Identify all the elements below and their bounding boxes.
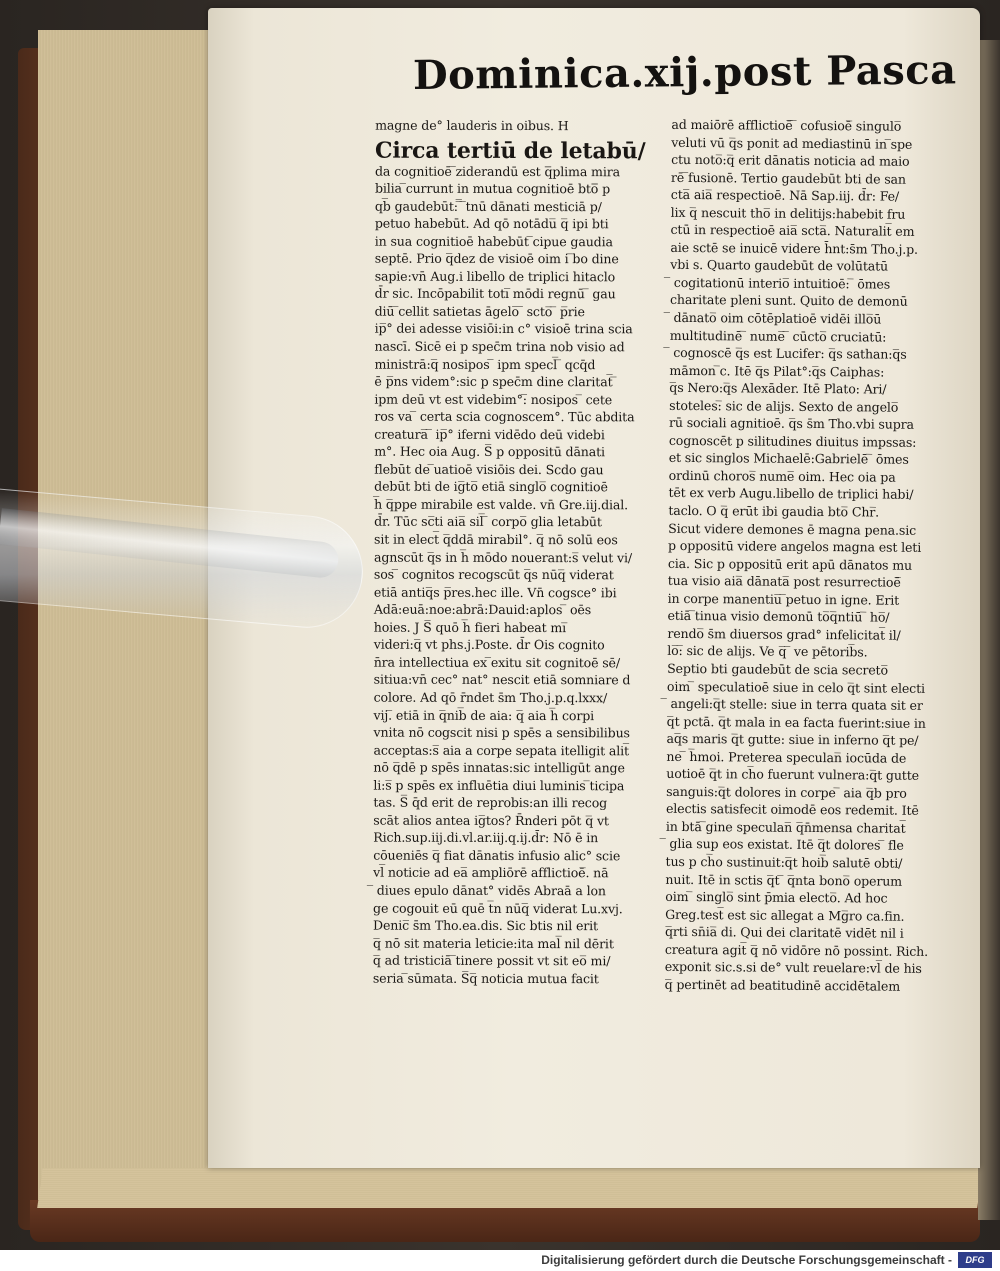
- text-line: veluti vū q̅s ponit ad mediastinū in ̅spe: [671, 134, 913, 152]
- text-line: ē p̅ns videm°:sic p spec̄m dine claritat̅ ̅: [374, 373, 617, 390]
- text-line: acceptas:s̅ aia a corpe sepata itelligit alit̅: [373, 742, 629, 758]
- text-line: lo̅:̅ sic de alijs. Ve q̅ ̅ ve pētorib̅s.: [667, 643, 868, 660]
- text-line: etiā antiq̅s p̅res.hec ille. Vn̄ cogsce° ibi: [373, 584, 617, 600]
- text-line: q̅s Nero:q̅s Alexāder. Itē Plato: Ari/: [669, 380, 887, 397]
- text-line: magne de° lauderis in oibus. H: [375, 117, 569, 134]
- text-line: lix q̅ nescuit tho̅ in delitijs:habebit fru: [670, 204, 906, 222]
- text-line: seria ̅sūmata. S̅q̅ noticia mutua facit: [372, 970, 599, 986]
- text-column-right: [665, 116, 962, 996]
- text-line: exponit sic.s.si de° vult reuelare:vl̅ de his: [664, 959, 922, 977]
- text-line: p oppositū videre angelos magna est leti: [668, 537, 922, 555]
- text-line: Septio bti gaudebūt de scia secreto̅: [667, 660, 888, 678]
- text-column-left: [373, 117, 665, 988]
- text-line: Rich.sup.iij.di.vl.ar.iij.q.ij.d̄r: Nō ē in: [373, 829, 599, 846]
- text-line: q̅ ad tristiciā ̅tinere possit vt sit eo̅ mi/: [372, 952, 611, 969]
- text-line: q̅rti sn̄ia̅ di. Qui dei claritatē vidēt nil i: [664, 924, 904, 941]
- text-line: tas. S̅ q̄d erit de reprobis:an illi recog: [373, 794, 608, 811]
- text-line: d̄r sic. Incōpabilit toti̅ mōdi regnū ̅ gau: [374, 285, 616, 302]
- text-line: ge cogouit eū quē t̅n nūq̅ viderat Lu.xvj.: [373, 900, 623, 916]
- text-line: nō q̅dē p spēs innatas:sic intelligūt ange: [373, 759, 625, 776]
- text-line: septē. Prio q̅dez de visioē oim i ̅bo dine: [374, 250, 619, 267]
- text-line: in btā ̅gine speculan̅ q̅n̄mensa charitat̅: [665, 818, 906, 836]
- text-line: in sua cognitioē habebūt ̅cipue gaudia: [374, 233, 613, 249]
- text-line: agnscūt q̅s in h̅ mōdo nouerant:s̅ velut vi/: [373, 549, 633, 565]
- text-line: ̅ glia sup eos existat. Itē q̅t dolores ̅ fle: [665, 836, 904, 854]
- text-line: ne ̅ h̅moi. Preterea speculan̅ iocūda de: [666, 748, 907, 766]
- text-line: Sicut videre demones ē magna pena.sic: [668, 520, 917, 538]
- text-line: sanguis:q̅t dolores in corpe ̅ aia q̅b pro: [666, 783, 907, 801]
- text-line: sitiua:vn̄ cec° nat° nescit etiā somniare d: [373, 672, 631, 688]
- text-line: da cognitioē ̅ziderandū est q̅̅plima mira: [374, 163, 620, 179]
- text-line: rē ̅fusionē. Tertio gaudebūt bti de san: [670, 169, 906, 187]
- text-line: d̄r. Tūc sc̅ti aia̅ sil̅ ̅ corpo̅ glia letabūt: [374, 514, 602, 530]
- text-line: et sic singlos Michaelē:Gabrielē ̅ ōmes: [668, 450, 909, 468]
- running-head: Dominica.xij.post Pasca: [412, 46, 957, 99]
- text-line: li:s̅ p spēs ex influētia diui luminis ̅ticipa: [373, 777, 625, 793]
- text-line: creatura agit̅ q̅ nō vidōre nō possint. Rich.: [664, 941, 929, 959]
- text-line: oim ̅ speculatioē siue in celo q̅t sint electi: [666, 678, 925, 696]
- text-line: nascī. Sicē ei p spec̄m trina nob visio ad: [374, 338, 625, 355]
- text-line: Denic̅ s̄m Tho.ea.dis. Sic btis nil erit: [373, 917, 598, 934]
- text-line: ̅ dānato̅ oim cōtēplatioē vidēi illo̅ū: [669, 309, 882, 327]
- text-line: multitudinē ̅ nume̅ ̅ cūcto̅ cruciatū:: [669, 327, 887, 345]
- text-line: sit in elect̅ q̅ddā mirabil°. q̅ nō solū eos: [374, 531, 618, 548]
- text-line: h̅ q̅ppe mirabile est valde. vn̄ Gre.iij.dial.: [374, 496, 629, 513]
- text-line: ministrā:q̅ nosipos ̅ ipm specl̅ ̅ qcq̄d: [374, 356, 596, 372]
- text-line: uotioē q̅t in ch̅o fuerunt vulnera:q̅t gutte: [666, 766, 920, 784]
- text-line: m°. Hec oia Aug. S̅ p oppositū dānati: [374, 443, 605, 460]
- text-line: tēt ex verb Augu.libello de triplici habi/: [668, 485, 914, 503]
- digitization-credit: Digitalisierung gefördert durch die Deutsche Forschungsgemeinschaft -: [541, 1253, 952, 1267]
- footer-bar: [0, 1250, 1000, 1271]
- text-line: ̅ cogitationū interio̅ intuitioē: ̅ ōmes: [670, 274, 891, 292]
- text-line: tua visio aia̅ dānata̅ post resurrectioē̅: [667, 573, 901, 590]
- text-line: nuit. Itē in sctis q̅t ̅ q̅nta bono̅ operum: [665, 871, 903, 889]
- text-line: taclo. O q̅ erūt ibi gaudia bto̅ Chr̅.: [668, 502, 880, 520]
- text-line: stoteles:̅ sic de alijs. Sexto de angelo̅: [669, 397, 899, 415]
- text-line: bilia ̅currunt in mutua cognitioē bto̅̅ p: [374, 180, 611, 197]
- text-line: ip̅° dei adesse visiōi:in c° visioē trina scia: [374, 321, 633, 337]
- dfg-logo: DFG: [958, 1252, 992, 1268]
- text-line: ̅ diues epulo dānat° vidēs Abraā a lon: [373, 882, 606, 899]
- text-line: vbi s. Quarto gaudebūt de volūtatū: [670, 257, 889, 274]
- text-line: q̅ pertinēt ad beatitudinē accidētalem: [664, 976, 901, 994]
- text-line: Greg.test̅ est sic allegat a Mg̅ro ca.fin.: [665, 906, 905, 924]
- text-line: rendo̅ s̄m diuersos grad° infelicitat̅ il/: [667, 625, 901, 643]
- text-line: tus p ch̅o sustinuit:q̅t hoib̅ salutē obti/: [665, 853, 903, 871]
- text-line: cta̅ aia̅ respectioē. Nā Sap.iij. d̄r: Fe/: [670, 187, 900, 204]
- text-line: oim ̅ singlo̅ sint p̄mia electo̅. Ad hoc: [665, 888, 888, 906]
- text-line: Adā:euā:noe:abrā:Dauid:aplos ̅ oēs: [373, 601, 592, 618]
- text-line: colore. Ad qō r̄ndet s̄m Tho.j.p.q.lxxx/: [373, 689, 608, 706]
- text-line: Circa tertiū de letabū/: [375, 137, 646, 164]
- text-line: creatura̅ ̅ ip̅° iferni vidēdo deū videbi: [374, 426, 605, 442]
- text-line: n̄ra intellectiua ex ̅exitu sit cognitoē sē/: [373, 654, 620, 671]
- text-line: qb̅ gaudebūt: ̅̅ ̅tnū dānati mesticiā p/: [374, 198, 602, 214]
- text-line: cia. Sic p oppositū erit apū dānatos mu: [667, 555, 913, 573]
- text-line: debūt bti de ig̅to̅ etiā singlo̅ cognitioē: [374, 479, 608, 495]
- text-line: vl̅ noticie ad ea̅ ampliōrē afflictioē̅. nā: [373, 865, 609, 881]
- text-line: charitate pleni sunt. Quito de demonū: [669, 292, 908, 310]
- text-line: electis satisfecit oimodē eos redemit. Itē: [665, 801, 919, 819]
- text-line: ctu noto̅:q̅ erit dānatis noticia ad maio: [671, 151, 910, 169]
- text-line: cognoscēt p silitudines diuitus impssas:: [668, 432, 917, 450]
- text-line: etiā ̅tinua visio demonū to̅q̅ntiū ̅ ho̅/: [667, 608, 890, 625]
- text-line: cōueniēs q̅ fiat dānatis infusio alic° scie: [373, 847, 621, 864]
- text-line: vij.̅ etiā in q̅nib̅ de aia: q̅ aia h̅ corpi: [373, 707, 595, 723]
- text-line: q̅t pctā. q̅t mala in ea facta fuerint:siue in: [666, 713, 926, 731]
- text-line: māmon ̅c. Itē q̅s Pilat°:q̅s Caiphas:: [669, 362, 885, 380]
- text-line: ̅ cognoscē q̅s est Lucifer: q̅s sathan:q̅s: [669, 344, 907, 362]
- text-line: ad maiōrē afflictioē̅ ̅ cofusioē̅ singulo̅: [671, 116, 902, 134]
- text-line: petuo habebūt. Ad qō notādu̅ q̅ ipi bti: [374, 215, 609, 232]
- text-line: diū ̅cellit satietas āgelo̅ ̅ scto̅ ̅ p̅rie: [374, 303, 585, 320]
- text-line: in corpe manentiu̅ ̅petuo in igne. Erit: [667, 590, 900, 608]
- text-line: ctū in respectioē aia̅ scta̅. Naturalit̅ em: [670, 222, 915, 240]
- page-block-bottom-edge: [37, 1168, 983, 1208]
- text-line: aq̅s maris q̅t gutte: siue in inferno q̅t pe/: [666, 730, 919, 748]
- text-line: hoies. J S̅ quō h̅ fieri habeat mi̅: [373, 619, 567, 635]
- right-binding-strip: [978, 40, 1000, 1220]
- text-line: aie sctē se inuicē videre h̄nt:s̄m Tho.j.p.: [670, 239, 918, 257]
- text-line: ̅ angeli:q̅t stelle: siue in terra quata sit er: [666, 695, 923, 713]
- text-line: ipm deū vt est videbim°:̅ nosipos ̅ cete: [374, 391, 613, 407]
- text-line: sos ̅ cognitos recogscūt q̅s nūq̅ viderat: [373, 566, 614, 583]
- text-line: rū sociali agnitioē. q̅s s̄m Tho.vbi supra: [668, 415, 914, 433]
- text-line: vnita nō cogscit nisi p spēs a sensibilibus: [373, 724, 630, 741]
- text-line: ordinū choros̅ nume̅ oim. Hec oia pa: [668, 467, 896, 485]
- text-line: videri:q̅ vt phs.j.Poste. d̄r Ois cognito: [373, 636, 605, 653]
- text-line: q̅ nō sit materia leticie:ita mal̅ nil dērit: [372, 935, 614, 951]
- text-line: flebūt de ̅uatioē visiōis dei. Scdo gau: [374, 461, 604, 478]
- text-line: scāt alios antea ig̅tos? R̄nderi pōt q̅ vt: [373, 812, 609, 829]
- text-line: sapie:vn̄ Aug.i libello de triplici hitaclo: [374, 268, 616, 285]
- text-line: ros va ̅ certa scia cognoscem°. Tūc abdita: [374, 408, 635, 425]
